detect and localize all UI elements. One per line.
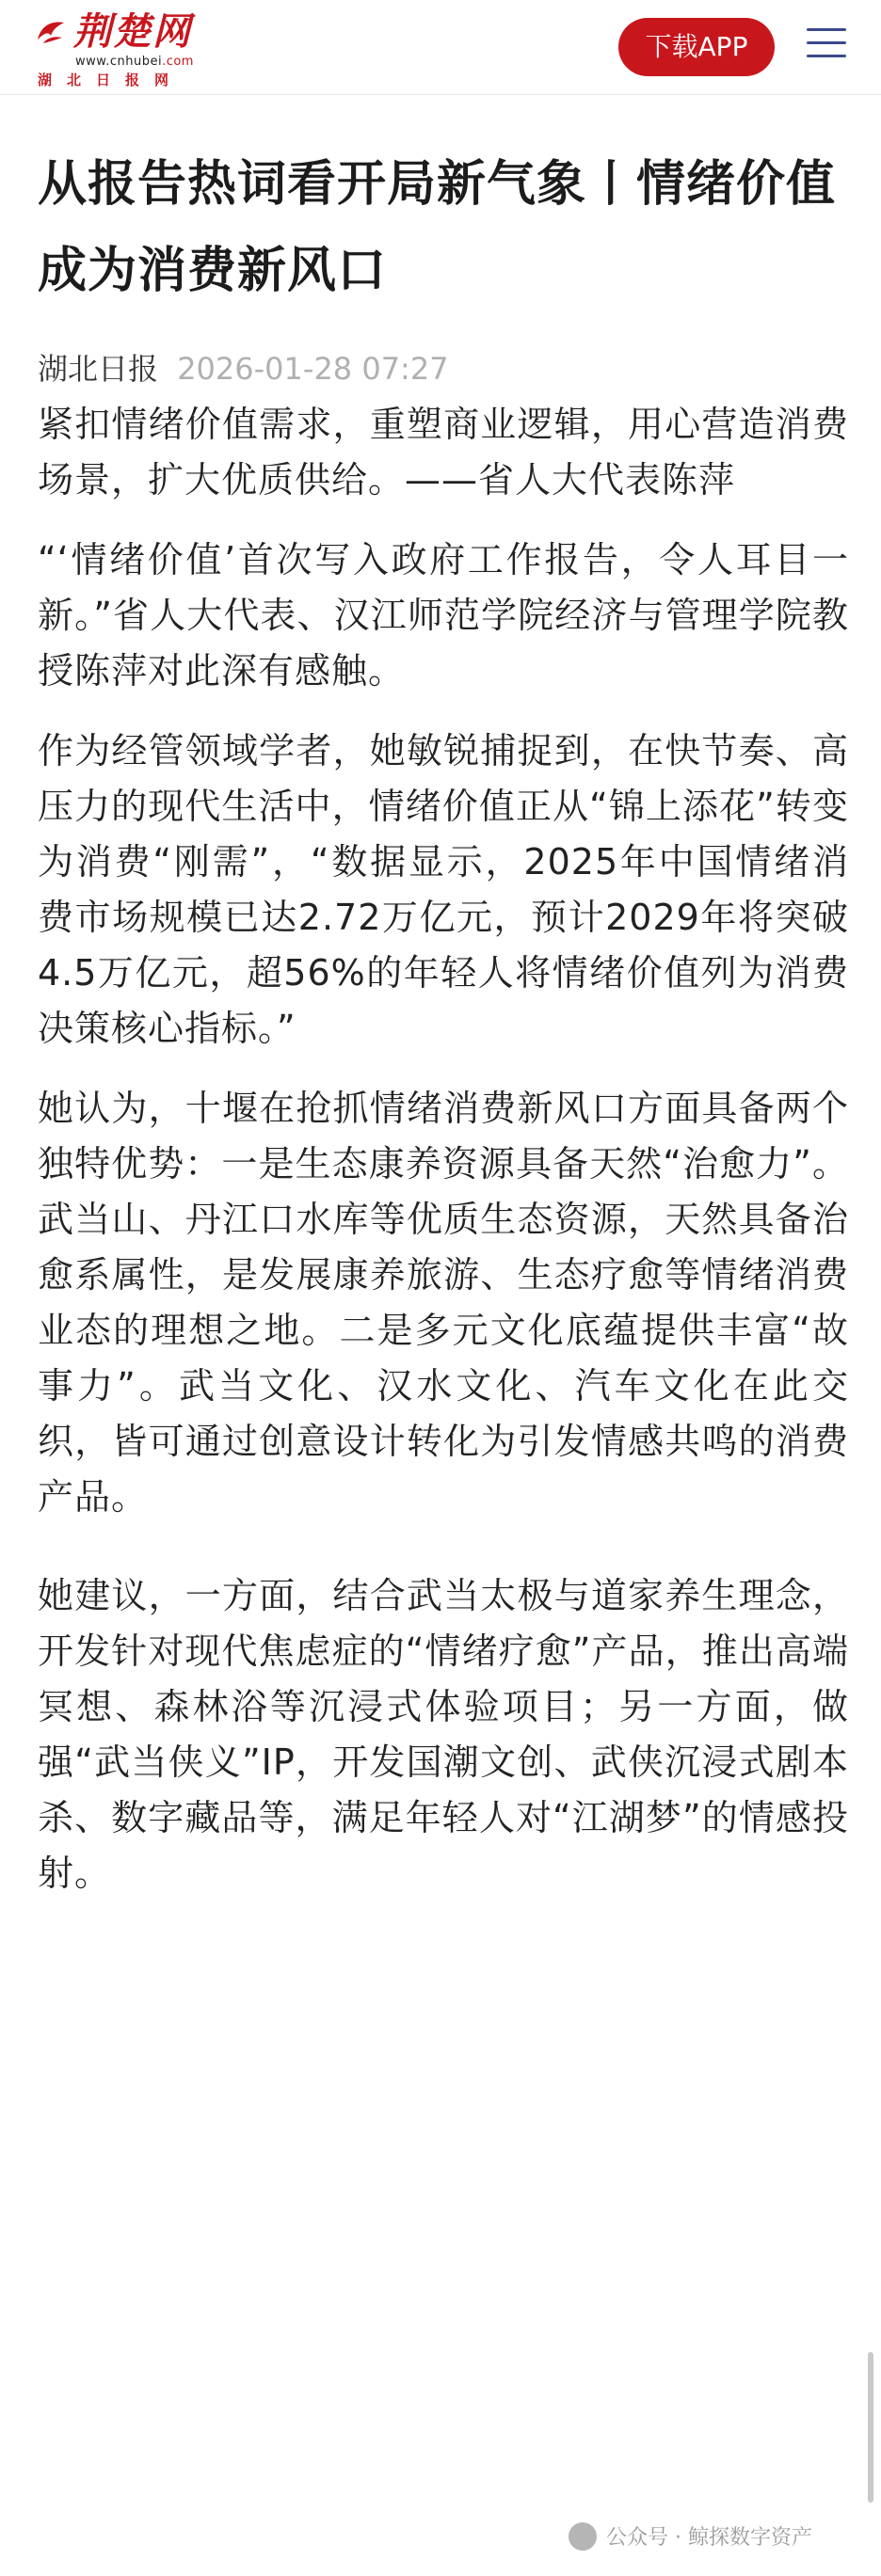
article-paragraph: 她认为，十堰在抢抓情绪消费新风口方面具备两个独特优势：一是生态康养资源具备天然“治愈力”。武当山、丹江口水库等优质生态资源，天然具备治愈系属性，是发展康养旅游、生态疗愈等情绪消费业态的理想之地。二是多元文化底蕴提供丰富“故事力”。武当文化、汉水文化、汽车文化在此交织，皆可通过创意设计转化为引发情感共鸣的消费产品。 (38, 1088, 849, 1518)
article-timestamp: 2026-01-28 07:27 (177, 351, 449, 387)
phoenix-logo-icon (34, 15, 68, 49)
wechat-account-icon (569, 2522, 597, 2551)
article-header (38, 141, 847, 314)
scrollbar[interactable] (868, 2352, 873, 2503)
article-meta (38, 348, 449, 390)
article-title-line-2: 成为消费新风口 (38, 243, 388, 299)
article-paragraph: “‘情绪价值’首次写入政府工作报告，令人耳目一新。”省人大代表、汉江师范学院经济与管理学院教授陈萍对此深有感触。 (38, 539, 849, 692)
article-title-line-1: 从报告热词看开局新气象丨情绪价值 (38, 156, 837, 213)
article-paragraph: 作为经管领域学者，她敏锐捕捉到，在快节奏、高压力的现代生活中，情绪价值正从“锦上添花”转变为消费“刚需”，“数据显示，2025年中国情绪消费市场规模已达2.72万亿元，预计2029年将突破4.5万亿元，超56%的年轻人将情绪价值列为消费决策核心指标。” (38, 730, 849, 1049)
menu-line (807, 55, 846, 57)
logo-domain-main: www.cnhubei (75, 55, 163, 69)
logo-domain-suffix: .com (162, 55, 194, 69)
hamburger-icon[interactable] (807, 28, 846, 66)
menu-line (807, 41, 846, 44)
article-paragraph: 紧扣情绪价值需求，重塑商业逻辑，用心营造消费场景，扩大优质供给。——省人大代表陈萍 (38, 404, 849, 501)
download-app-button[interactable]: 下载APP (618, 18, 775, 76)
article-paragraph: 她建议，一方面，结合武当太极与道家养生理念，开发针对现代焦虑症的“情绪疗愈”产品，推出高端冥想、森林浴等沉浸式体验项目；另一方面，做强“武当侠义”IP，开发国潮文创、武侠沉浸式剧本杀、数字藏品等，满足年轻人对“江湖梦”的情感投射。 (38, 1575, 849, 1894)
logo-title: 荆楚网 (73, 9, 192, 54)
logo-domain (75, 55, 194, 69)
top-navigation-bar (0, 0, 881, 95)
watermark (569, 2521, 812, 2551)
article-source[interactable]: 湖北日报 (38, 351, 159, 387)
article-title (38, 141, 847, 314)
menu-line (807, 28, 846, 31)
watermark-text: 公众号 · 鲸探数字资产 (606, 2526, 812, 2550)
site-logo[interactable] (34, 9, 213, 88)
article-body (38, 397, 849, 1926)
logo-subtitle: 湖北日报网 (38, 72, 184, 88)
logo-row (34, 11, 213, 53)
